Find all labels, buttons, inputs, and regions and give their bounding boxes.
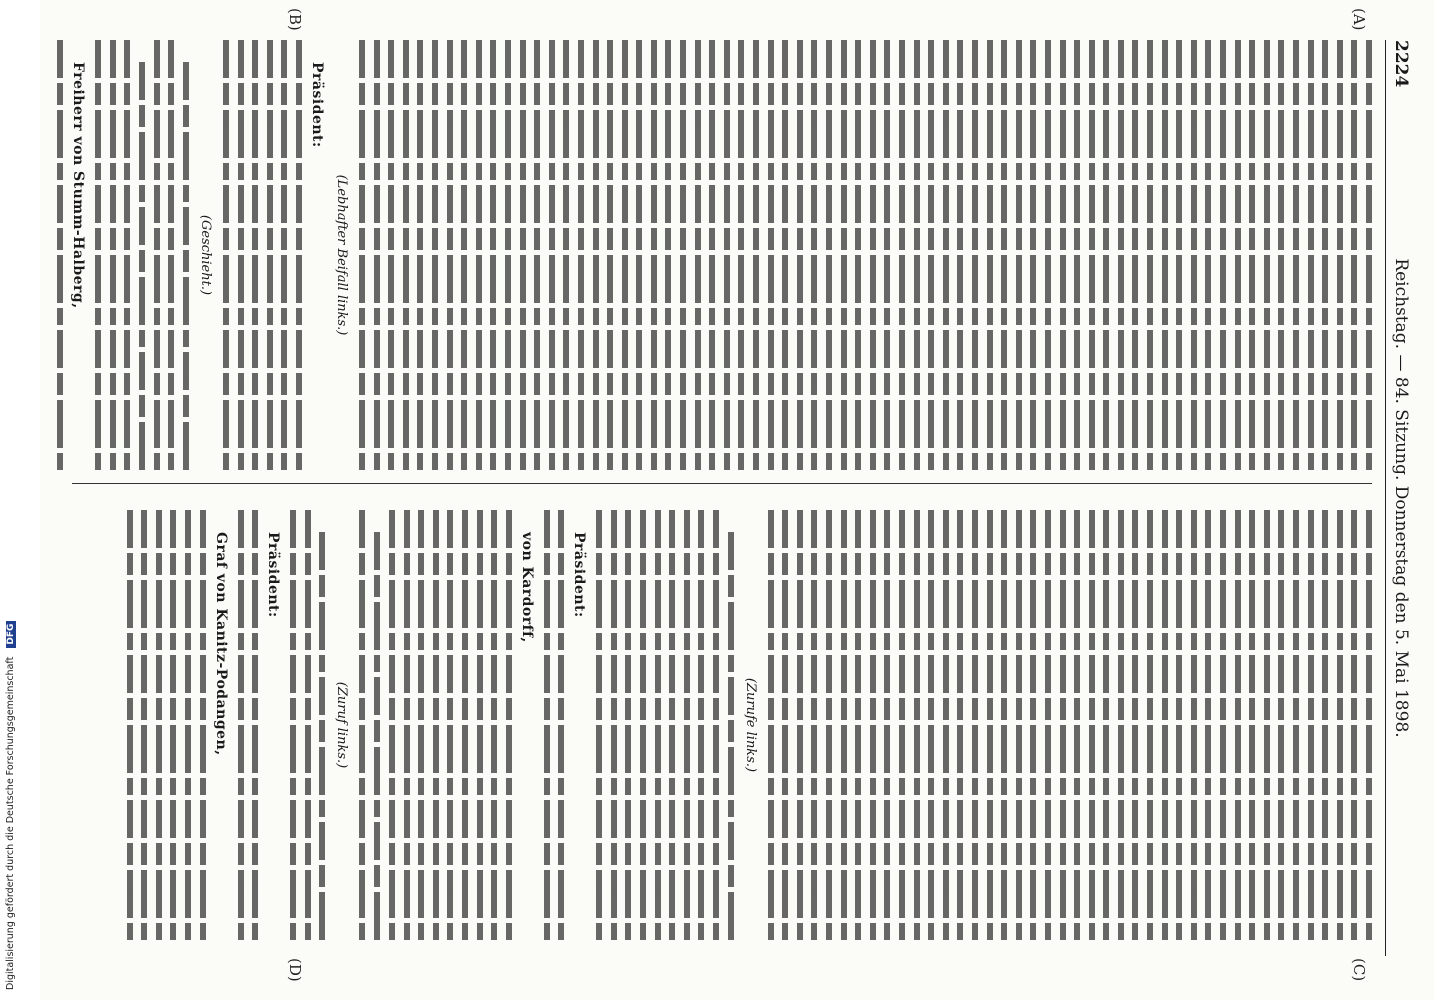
- paragraph: [238, 510, 259, 940]
- footer-credit: Digitalisierung gefördert durch die Deutsche Forschungsgemeinschaft: [5, 656, 16, 990]
- dfg-logo: DFG: [6, 621, 16, 648]
- rotated-page-content: [40, 0, 1434, 1000]
- speaker-president: Präsident:: [571, 532, 588, 618]
- paragraph: [154, 40, 189, 470]
- digitization-footer: [5, 621, 16, 990]
- paragraph: [127, 510, 206, 940]
- scanned-page: [40, 0, 1434, 1000]
- page-header: [1385, 40, 1416, 956]
- paragraph: [596, 510, 733, 940]
- paragraph: [389, 510, 512, 940]
- paragraph: [290, 510, 325, 940]
- margin-marker-d: (D): [286, 958, 304, 982]
- running-head: Reichstag. — 84. Sitzung. Donnerstag den 5. Mai 1898.: [1391, 258, 1411, 738]
- interjection-note: (Zuruf links.): [334, 681, 350, 769]
- paragraph: [544, 510, 565, 940]
- paragraph: [359, 510, 380, 940]
- interjection-note: (Geschieht.): [198, 214, 214, 296]
- column-rule: [72, 483, 1372, 484]
- speaker-graf-von-kanitz: Graf von Kanitz-Podangen,: [212, 532, 229, 756]
- speaker-von-kardorff: von Kardorff,: [518, 532, 535, 643]
- margin-marker-a: (A): [1350, 8, 1368, 31]
- interjection-note: (Lebhafter Beifall links.): [334, 174, 350, 336]
- page-number: 2224: [1391, 40, 1411, 88]
- interjection-note: (Zurufe links.): [742, 677, 758, 773]
- speaker-president: Präsident:: [309, 62, 326, 148]
- paragraph: [223, 40, 302, 470]
- paragraph: [95, 40, 145, 470]
- speaker-president: Präsident:: [265, 532, 282, 618]
- paragraph: [359, 40, 1372, 470]
- margin-marker-b: (B): [286, 8, 304, 31]
- speaker-stumm-halberg: Freiherr von Stumm-Halberg,: [70, 62, 87, 309]
- right-column: [72, 510, 1372, 940]
- left-column: [72, 40, 1372, 470]
- margin-marker-c: (C): [1350, 958, 1368, 982]
- paragraph: [768, 510, 1372, 940]
- paragraph: [57, 40, 63, 470]
